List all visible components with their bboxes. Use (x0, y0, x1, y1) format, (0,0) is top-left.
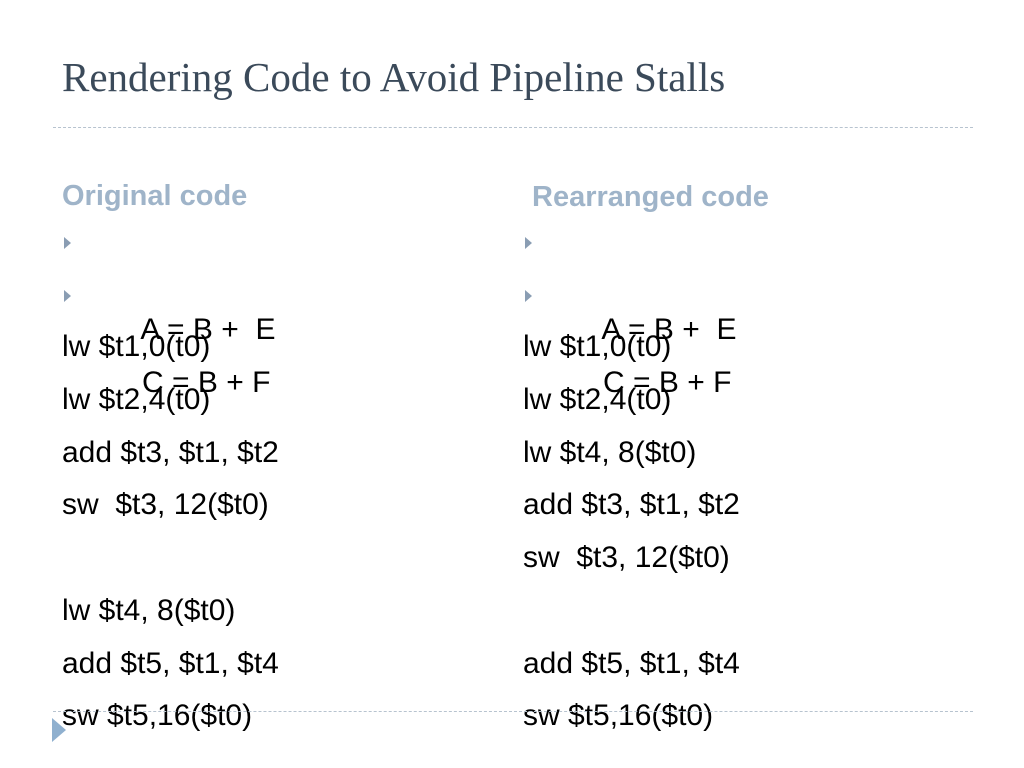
list-item (523, 220, 740, 346)
code-line: add $t5, $t1, $t4 (523, 646, 740, 680)
code-line: sw $t5,16($t0) (523, 699, 714, 733)
original-code-heading: Original code (62, 180, 248, 212)
bullet-text: C = B + F (603, 365, 732, 399)
code-line: add $t3, $t1, $t2 (523, 488, 740, 522)
code-line: sw $t3, 12($t0) (523, 541, 730, 575)
rearranged-code-list (523, 220, 740, 747)
bullet-text: C = B + F (142, 365, 271, 399)
code-line: sw $t3, 12($t0) (62, 488, 269, 522)
code-line: lw $t1,0(t0) (62, 330, 211, 364)
code-line: lw $t4, 8($t0) (523, 435, 697, 469)
triangle-bullet-icon (64, 237, 71, 249)
title-divider (53, 127, 973, 128)
code-line: lw $t2,4(t0) (523, 383, 672, 417)
list-item (62, 220, 279, 346)
code-line: add $t5, $t1, $t4 (62, 646, 279, 680)
footer-divider (53, 711, 973, 712)
rearranged-code-heading: Rearranged code (532, 181, 769, 213)
code-line: lw $t4, 8($t0) (62, 593, 236, 627)
triangle-bullet-icon (64, 290, 71, 302)
code-line: lw $t2,4(t0) (62, 383, 211, 417)
code-line: lw $t1,0(t0) (523, 330, 672, 364)
triangle-bullet-icon (525, 290, 532, 302)
bullet-text: A = B + E (140, 313, 276, 346)
original-code-list (62, 220, 279, 747)
code-line: add $t3, $t1, $t2 (62, 435, 279, 469)
triangle-bullet-icon (525, 237, 532, 249)
slide-corner-arrow-icon (52, 718, 66, 742)
blank-line (62, 536, 279, 589)
code-line: sw $t5,16($t0) (62, 699, 253, 733)
slide-title: Rendering Code to Avoid Pipeline Stalls (62, 54, 726, 100)
blank-line (523, 589, 740, 642)
bullet-text: A = B + E (601, 313, 737, 346)
